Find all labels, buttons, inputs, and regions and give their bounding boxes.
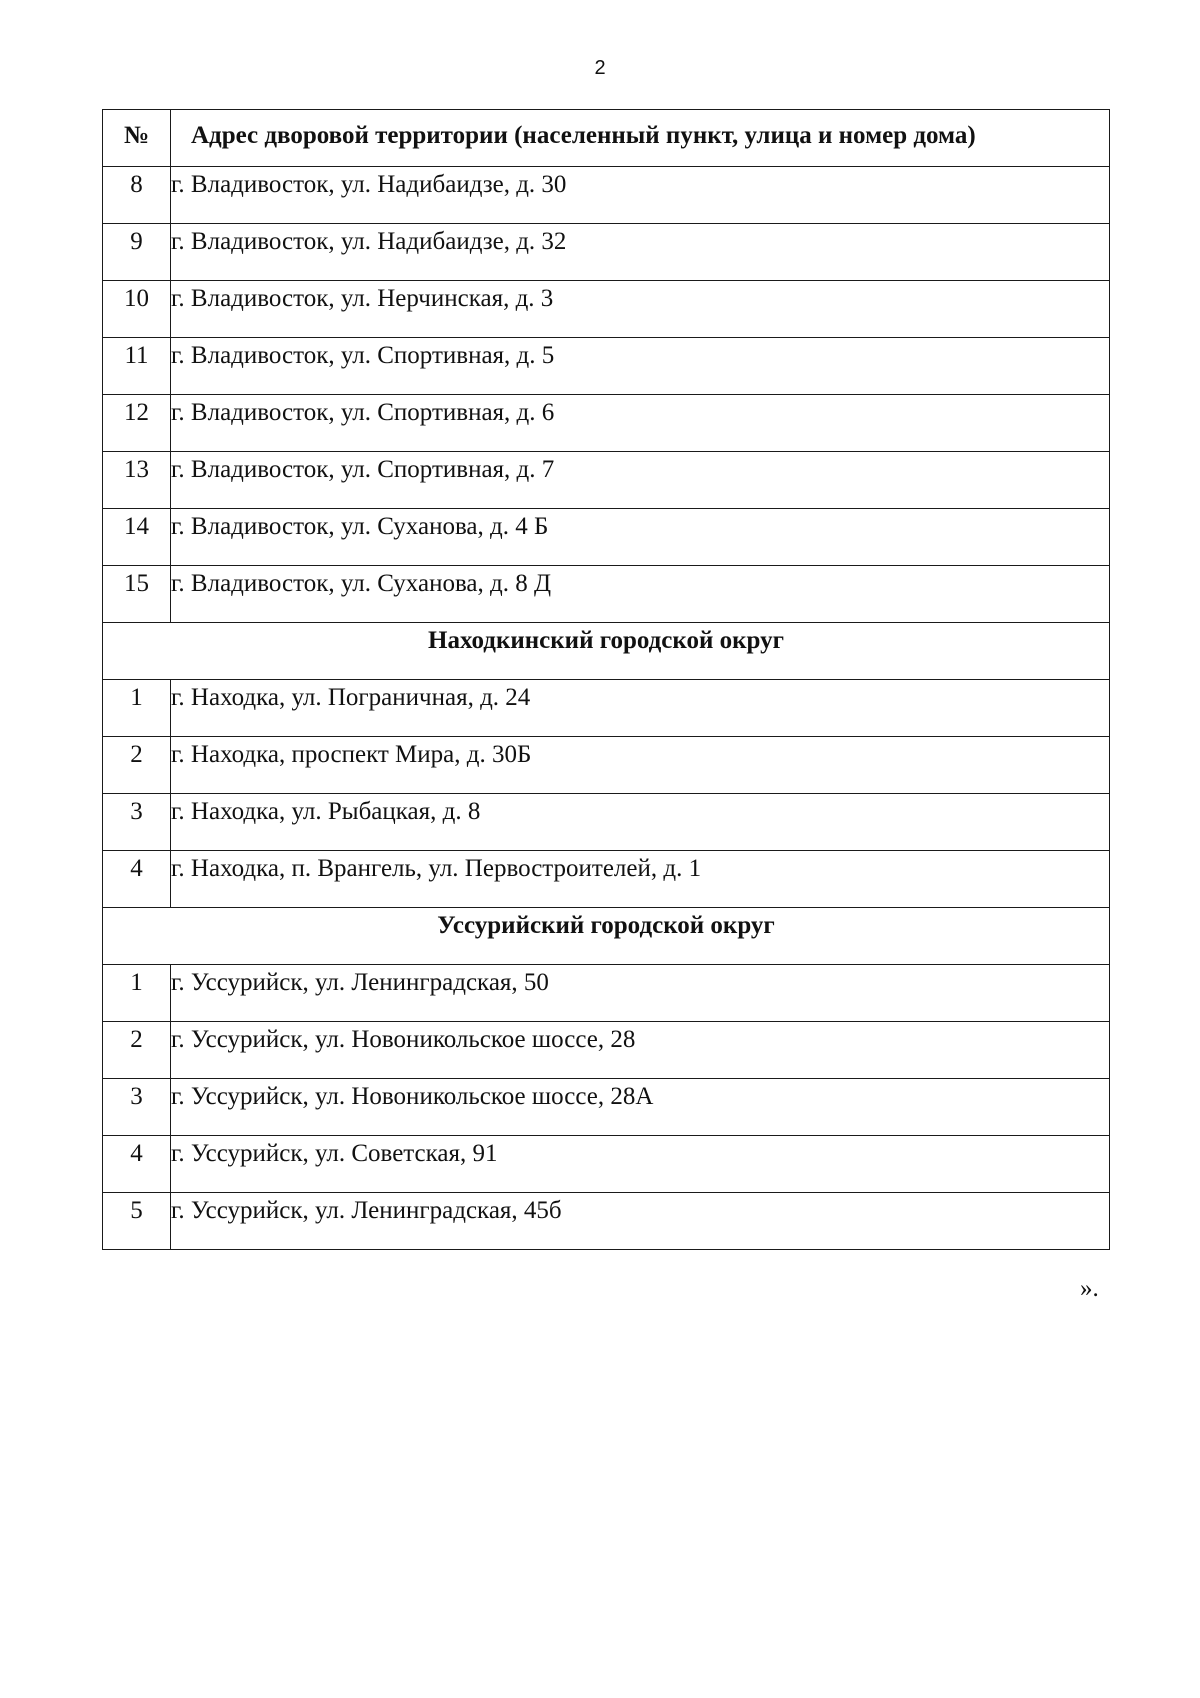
table-row <box>103 1022 1110 1079</box>
table-row <box>103 167 1110 224</box>
table-row <box>103 737 1110 794</box>
row-number: 1 <box>103 680 171 737</box>
row-address: г. Уссурийск, ул. Новоникольское шоссе, 28 <box>171 1022 1110 1079</box>
address-table <box>102 109 1110 1250</box>
row-address: г. Уссурийск, ул. Ленинградская, 45б <box>171 1193 1110 1250</box>
row-number: 12 <box>103 395 171 452</box>
row-address: г. Уссурийск, ул. Ленинградская, 50 <box>171 965 1110 1022</box>
row-address: г. Владивосток, ул. Спортивная, д. 7 <box>171 452 1110 509</box>
section-row-ussuriysk <box>103 908 1110 965</box>
table-row <box>103 851 1110 908</box>
table-row <box>103 680 1110 737</box>
row-number: 13 <box>103 452 171 509</box>
row-number: 2 <box>103 1022 171 1079</box>
row-number: 5 <box>103 1193 171 1250</box>
page-number: 2 <box>594 57 606 79</box>
row-address: г. Находка, ул. Пограничная, д. 24 <box>171 680 1110 737</box>
row-address: г. Владивосток, ул. Нерчинская, д. 3 <box>171 281 1110 338</box>
table-row <box>103 566 1110 623</box>
header-address: Адрес дворовой территории (населенный пункт, улица и номер дома) <box>171 110 1110 167</box>
row-address: г. Уссурийск, ул. Новоникольское шоссе, 28А <box>171 1079 1110 1136</box>
table-row <box>103 1079 1110 1136</box>
table-header-row <box>103 110 1110 167</box>
table-row <box>103 281 1110 338</box>
row-number: 4 <box>103 1136 171 1193</box>
row-address: г. Уссурийск, ул. Советская, 91 <box>171 1136 1110 1193</box>
table-row <box>103 509 1110 566</box>
row-number: 1 <box>103 965 171 1022</box>
section-row-nakhodka <box>103 623 1110 680</box>
table-body <box>103 167 1110 1250</box>
row-number: 11 <box>103 338 171 395</box>
table-row <box>103 794 1110 851</box>
header-number: № <box>103 110 171 167</box>
row-number: 4 <box>103 851 171 908</box>
table-row <box>103 395 1110 452</box>
row-address: г. Владивосток, ул. Спортивная, д. 5 <box>171 338 1110 395</box>
row-number: 8 <box>103 167 171 224</box>
table-row <box>103 1193 1110 1250</box>
row-address: г. Владивосток, ул. Суханова, д. 8 Д <box>171 566 1110 623</box>
row-number: 9 <box>103 224 171 281</box>
row-address: г. Находка, п. Врангель, ул. Первостроителей, д. 1 <box>171 851 1110 908</box>
row-number: 15 <box>103 566 171 623</box>
row-number: 14 <box>103 509 171 566</box>
table-row <box>103 1136 1110 1193</box>
row-number: 3 <box>103 794 171 851</box>
row-address: г. Владивосток, ул. Надибаидзе, д. 32 <box>171 224 1110 281</box>
table-row <box>103 452 1110 509</box>
row-address: г. Владивосток, ул. Спортивная, д. 6 <box>171 395 1110 452</box>
row-address: г. Владивосток, ул. Надибаидзе, д. 30 <box>171 167 1110 224</box>
row-number: 2 <box>103 737 171 794</box>
row-address: г. Находка, проспект Мира, д. 30Б <box>171 737 1110 794</box>
row-number: 3 <box>103 1079 171 1136</box>
row-number: 10 <box>103 281 171 338</box>
section-heading: Находкинский городской округ <box>103 623 1110 680</box>
row-address: г. Находка, ул. Рыбацкая, д. 8 <box>171 794 1110 851</box>
table-row <box>103 224 1110 281</box>
row-address: г. Владивосток, ул. Суханова, д. 4 Б <box>171 509 1110 566</box>
table-row <box>103 338 1110 395</box>
closing-quote-mark: ». <box>1080 1275 1099 1302</box>
table-row <box>103 965 1110 1022</box>
section-heading: Уссурийский городской округ <box>103 908 1110 965</box>
